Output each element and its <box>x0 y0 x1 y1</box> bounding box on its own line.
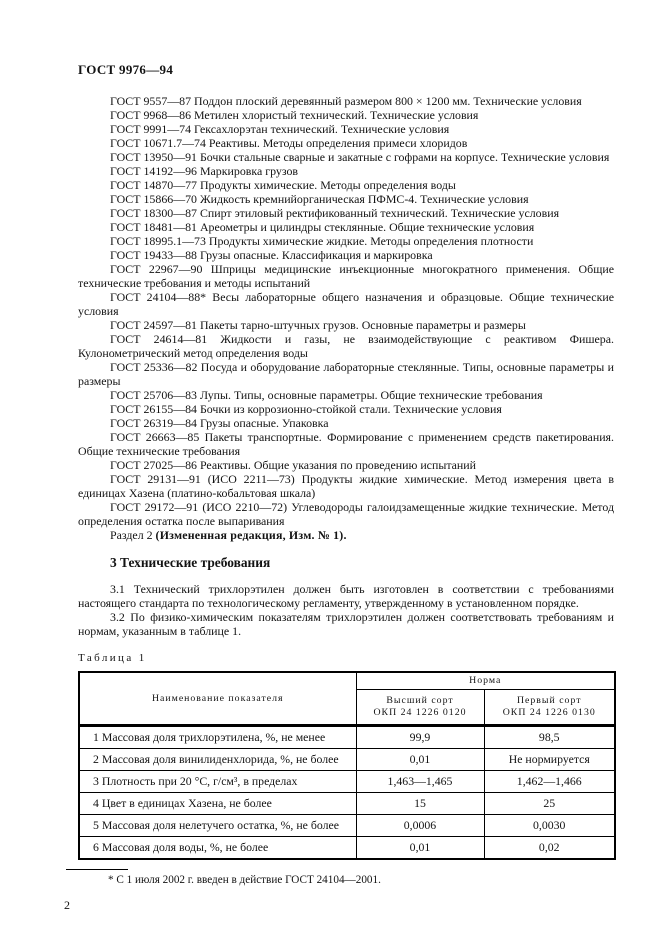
paragraph-3-1: 3.1 Технический трихлорэтилен должен быть изготовлен в соответствии с требованиями настоящего стандарта по технологическому регламенту, утвержденному в установленном порядке. <box>78 582 614 610</box>
first-grade-okp-code: ОКП 24 1226 0130 <box>502 707 596 718</box>
page-number: 2 <box>64 898 70 912</box>
amendment-prefix: Раздел 2 <box>110 528 156 542</box>
reference-item: ГОСТ 24614—81 Жидкости и газы, не взаимодействующие с реактивом Фишера. Кулонометрический метод определения воды <box>78 332 614 360</box>
indicator-name-cell: 4 Цвет в единицах Хазена, не более <box>79 793 356 815</box>
indicator-name-cell: 5 Массовая доля нелетучего остатка, %, не более <box>79 815 356 837</box>
reference-item: ГОСТ 18995.1—73 Продукты химические жидкие. Методы определения плотности <box>110 234 534 248</box>
table-label: Таблица 1 <box>78 652 147 664</box>
column-header-highest-grade <box>356 690 484 726</box>
first-grade-value-cell: 1,462—1,466 <box>484 771 615 793</box>
table-row <box>79 815 615 837</box>
requirements-table <box>78 671 616 860</box>
highest-grade-okp-code: ОКП 24 1226 0120 <box>373 707 467 718</box>
table-row <box>79 749 615 771</box>
table-header-row-top <box>79 672 615 690</box>
column-group-header-norm: Норма <box>356 672 615 690</box>
table-row <box>79 726 615 749</box>
amendment-bold-text: (Измененная редакция, Изм. № 1). <box>155 528 347 542</box>
reference-item: ГОСТ 25706—83 Лупы. Типы, основные параметры. Общие технические требования <box>110 388 543 402</box>
table-header <box>79 672 615 726</box>
highest-grade-value-cell: 0,01 <box>356 837 484 860</box>
reference-item: ГОСТ 9991—74 Гексахлорэтан технический. Технические условия <box>110 122 450 136</box>
reference-item: ГОСТ 29131—91 (ИСО 2211—73) Продукты жидкие химические. Метод измерения цвета в единицах Хазена (платино-кобальтовая шкала) <box>78 472 614 500</box>
reference-item: ГОСТ 24597—81 Пакеты тарно-штучных грузов. Основные параметры и размеры <box>110 318 526 332</box>
reference-item: ГОСТ 27025—86 Реактивы. Общие указания по проведению испытаний <box>110 458 477 472</box>
table-row <box>79 771 615 793</box>
references-section <box>78 94 614 542</box>
highest-grade-label: Высший сорт <box>386 695 454 706</box>
reference-item: ГОСТ 22967—90 Шприцы медицинские инъекционные многократного применения. Общие технические требования и методы испытаний <box>78 262 614 290</box>
table-body <box>79 726 615 860</box>
reference-item: ГОСТ 9968—86 Метилен хлористый технический. Технические условия <box>110 108 479 122</box>
reference-item: ГОСТ 18481—81 Ареометры и цилиндры стеклянные. Общие технические условия <box>110 220 535 234</box>
indicator-name-cell: 6 Массовая доля воды, %, не более <box>79 837 356 860</box>
footnote-rule <box>66 869 128 870</box>
paragraph-3-2: 3.2 По физико-химическим показателям трихлорэтилен должен соответствовать требованиям и нормам, указанным в таблице 1. <box>78 610 614 638</box>
reference-item: ГОСТ 26319—84 Грузы опасные. Упаковка <box>110 416 329 430</box>
column-header-first-grade <box>484 690 615 726</box>
amendment-note <box>78 528 614 542</box>
first-grade-value-cell: 0,0030 <box>484 815 615 837</box>
reference-item: ГОСТ 15866—70 Жидкость кремнийорганическая ПФМС-4. Технические условия <box>110 192 529 206</box>
table-row <box>79 793 615 815</box>
reference-item: ГОСТ 10671.7—74 Реактивы. Методы определения примеси хлоридов <box>110 136 468 150</box>
reference-item: ГОСТ 19433—88 Грузы опасные. Классификация и маркировка <box>110 248 433 262</box>
reference-item: ГОСТ 14870—77 Продукты химические. Методы определения воды <box>110 178 456 192</box>
table-row <box>79 837 615 860</box>
reference-item: ГОСТ 26155—84 Бочки из коррозионно-стойкой стали. Технические условия <box>110 402 502 416</box>
reference-item: ГОСТ 18300—87 Спирт этиловый ректификованный технический. Технические условия <box>110 206 560 220</box>
indicator-name-cell: 2 Массовая доля винилиденхлорида, %, не более <box>79 749 356 771</box>
first-grade-label: Первый сорт <box>516 695 582 706</box>
section-heading: 3 Технические требования <box>110 555 271 570</box>
reference-item: ГОСТ 9557—87 Поддон плоский деревянный размером 800 × 1200 мм. Технические условия <box>110 94 582 108</box>
indicator-name-cell: 1 Массовая доля трихлорэтилена, %, не менее <box>79 726 356 749</box>
reference-item: ГОСТ 14192—96 Маркировка грузов <box>110 164 299 178</box>
footnote-text: * С 1 июля 2002 г. введен в действие ГОСТ 24104—2001. <box>108 874 381 886</box>
indicator-name-cell: 3 Плотность при 20 °С, г/см³, в пределах <box>79 771 356 793</box>
reference-item: ГОСТ 29172—91 (ИСО 2210—72) Углеводороды галоидзамещенные жидкие технические. Метод определения остатка после выпаривания <box>78 500 614 528</box>
reference-item: ГОСТ 13950—91 Бочки стальные сварные и закатные с гофрами на корпусе. Технические условия <box>110 150 610 164</box>
reference-item: ГОСТ 26663—85 Пакеты транспортные. Формирование с применением средств пакетирования. Общие технические требования <box>78 430 614 458</box>
first-grade-value-cell: 98,5 <box>484 726 615 749</box>
reference-item: ГОСТ 25336—82 Посуда и оборудование лабораторные стеклянные. Типы, основные параметры и размеры <box>78 360 614 388</box>
highest-grade-value-cell: 0,0006 <box>356 815 484 837</box>
first-grade-value-cell: Не нормируется <box>484 749 615 771</box>
page-title: ГОСТ 9976—94 <box>78 62 174 77</box>
first-grade-value-cell: 0,02 <box>484 837 615 860</box>
reference-item: ГОСТ 24104—88* Весы лабораторные общего назначения и образцовые. Общие технические условия <box>78 290 614 318</box>
footnote <box>78 869 614 886</box>
first-grade-value-cell: 25 <box>484 793 615 815</box>
highest-grade-value-cell: 99,9 <box>356 726 484 749</box>
highest-grade-value-cell: 15 <box>356 793 484 815</box>
column-header-indicator: Наименование показателя <box>79 672 356 726</box>
highest-grade-value-cell: 0,01 <box>356 749 484 771</box>
highest-grade-value-cell: 1,463—1,465 <box>356 771 484 793</box>
